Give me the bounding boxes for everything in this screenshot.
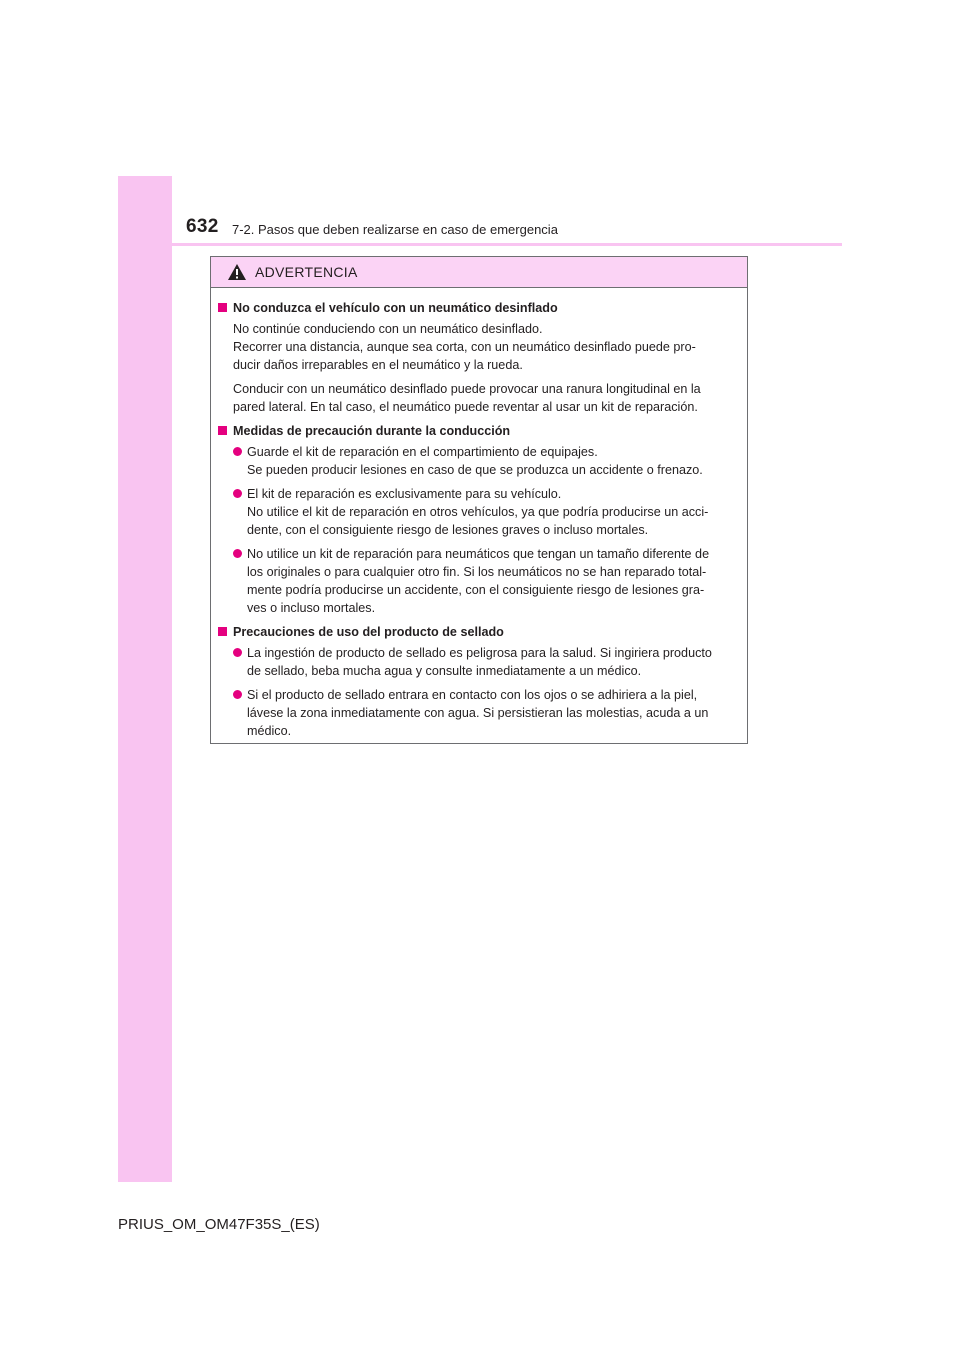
list-item: Si el producto de sellado entrara en contacto con los ojos o se adhiriera a la piel, lávese la zona inmediatamente con agua. Si persistieran las molestias, acuda a un médico. — [218, 686, 741, 740]
page-number: 632 — [186, 216, 219, 237]
section-heading: Precauciones de uso del producto de sellado — [218, 623, 741, 641]
circle-bullet-icon — [233, 447, 242, 456]
paragraph: No continúe conduciendo con un neumático desinflado. Recorrer una distancia, aunque sea corta, con un neumático desinflado puede pro- ducir daños irreparables en el neumático y la rueda. — [233, 322, 696, 372]
warning-header — [211, 257, 747, 288]
square-bullet-icon — [218, 303, 227, 312]
section-title: 7-2. Pasos que deben realizarse en caso de emergencia — [232, 222, 558, 237]
section-heading: No conduzca el vehículo con un neumático desinflado — [218, 299, 741, 317]
warning-triangle-icon — [227, 263, 247, 281]
list-item: No utilice un kit de reparación para neumáticos que tengan un tamaño diferente de los originales o para cualquier otro fin. Si los neumáticos no se han reparado total- mente podría producirse un accidente, con el consiguiente riesgo de lesiones gra- ves o incluso mortales. — [218, 545, 741, 617]
circle-bullet-icon — [233, 489, 242, 498]
section-heading: Medidas de precaución durante la conducción — [218, 422, 741, 440]
circle-bullet-icon — [233, 648, 242, 657]
list-item: Guarde el kit de reparación en el compartimiento de equipajes. Se pueden producir lesiones en caso de que se produzca un accidente o frenazo. — [218, 443, 741, 479]
square-bullet-icon — [218, 627, 227, 636]
header-rule — [118, 243, 842, 246]
side-band — [118, 176, 172, 1182]
warning-title: ADVERTENCIA — [255, 264, 358, 280]
warning-box — [210, 256, 748, 744]
document-code: PRIUS_OM_OM47F35S_(ES) — [118, 1216, 320, 1233]
circle-bullet-icon — [233, 690, 242, 699]
list-item: La ingestión de producto de sellado es peligrosa para la salud. Si ingiriera producto de sellado, beba mucha agua y consulte inmediatamente a un médico. — [218, 644, 741, 680]
warning-body — [211, 288, 747, 740]
paragraph: Conducir con un neumático desinflado puede provocar una ranura longitudinal en la pared lateral. En tal caso, el neumático puede reventar al usar un kit de reparación. — [233, 382, 701, 414]
circle-bullet-icon — [233, 549, 242, 558]
list-item: El kit de reparación es exclusivamente para su vehículo. No utilice el kit de reparación en otros vehículos, ya que podría producirse un acci- dente, con el consiguiente riesgo de lesiones graves o incluso mortales. — [218, 485, 741, 539]
square-bullet-icon — [218, 426, 227, 435]
